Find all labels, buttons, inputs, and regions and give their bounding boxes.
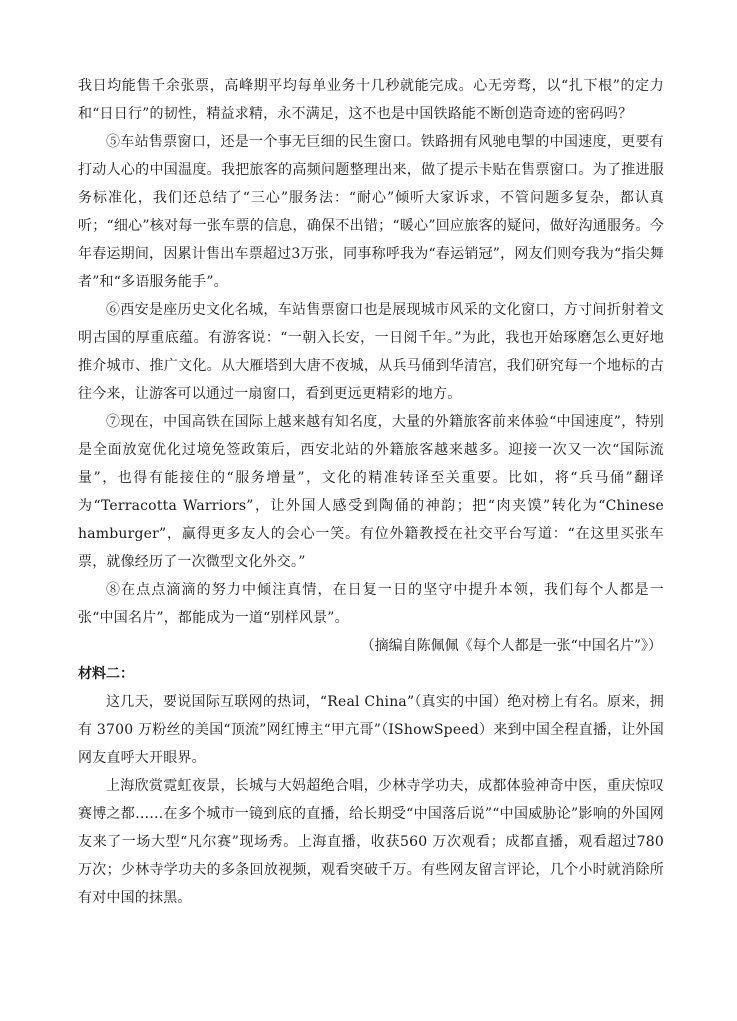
document-page bbox=[78, 72, 664, 912]
material1-paragraph-6: ⑥西安是座历史文化名城，车站售票窗口也是展现城市风采的文化窗口，方寸间折射着文明古国的厚重底蕴。有游客说：“一朝入长安，一日阅千年。”为此，我也开始琢磨怎么更好地推介城市、推广文化。从大雁塔到大唐不夜城，从兵马俑到华清宫，我们研究每一个地标的古往今来，让游客可以通过一扇窗口，看到更远更精彩的地方。 bbox=[78, 302, 664, 402]
material1-paragraph-8: ⑧在点点滴滴的努力中倾注真情，在日复一日的坚守中提升本领，我们每个人都是一张“中国名片”，都能成为一道“别样风景”。 bbox=[78, 582, 664, 626]
material2-heading: 材料二： bbox=[78, 666, 134, 682]
material1-paragraph-5: ⑤车站售票窗口，还是一个事无巨细的民生窗口。铁路拥有风驰电掣的中国速度，更要有打动人心的中国温度。我把旅客的高频问题整理出来，做了提示卡贴在售票窗口。为了推进服务标准化，我们还总结了“三心”服务法：“耐心”倾听大家诉求，不管问题多复杂，都认真听；“细心”核对每一张车票的信息，确保不出错；“暖心”回应旅客的疑问，做好沟通服务。今年春运期间，因累计售出车票超过3万张，同事称呼我为“春运销冠”，网友们则夸我为“指尖舞者”和“多语服务能手”。 bbox=[78, 134, 664, 290]
material2-paragraph-2: 上海欣赏霓虹夜景，长城与大妈超绝合唱，少林寺学功夫，成都体验神奇中医，重庆惊叹赛博之都……在多个城市一镜到底的直播，给长期受“中国落后说”“中国威胁论”影响的外国网友来了一场大型“凡尔赛”现场秀。上海直播，收获560 万次观看；成都直播，观看超过780 万次；少林寺学功夫的多条回放视频，观看突破千万。有些网友留言评论，几个小时就消除所有对中国的抹黑。 bbox=[78, 778, 664, 906]
material1-continuation-paragraph: 我日均能售千余张票，高峰期平均每单业务十几秒就能完成。心无旁骛，以“扎下根”的定力和“日日行”的韧性，精益求精，永不满足，这不也是中国铁路能不断创造奇迹的密码吗？ bbox=[78, 78, 664, 122]
material1-paragraph-7: ⑦现在，中国高铁在国际上越来越有知名度，大量的外籍旅客前来体验“中国速度”，特别是全面放宽优化过境免签政策后，西安北站的外籍旅客越来越多。迎接一次又一次“国际流量”，也得有能接住的“服务增量”，文化的精准转译至关重要。比如，将“兵马俑”翻译为“Terracotta Warriors”，让外国人感受到陶俑的神韵；把“肉夹馍”转化为“Chinese hamburger”，赢得更多友人的会心一笑。有位外籍教授在社交平台写道：“在这里买张车票，就像经历了一次微型文化外交。” bbox=[78, 414, 664, 570]
material1-citation: （摘编自陈佩佩《每个人都是一张“中国名片”》） bbox=[360, 638, 662, 654]
material2-paragraph-1: 这几天，要说国际互联网的热词，“Real China”（真实的中国）绝对榜上有名。原来，拥有 3700 万粉丝的美国“顶流”网红博主“甲亢哥”（IShowSpeed）来到中国全程直播，让外国网友直呼大开眼界。 bbox=[78, 694, 664, 766]
